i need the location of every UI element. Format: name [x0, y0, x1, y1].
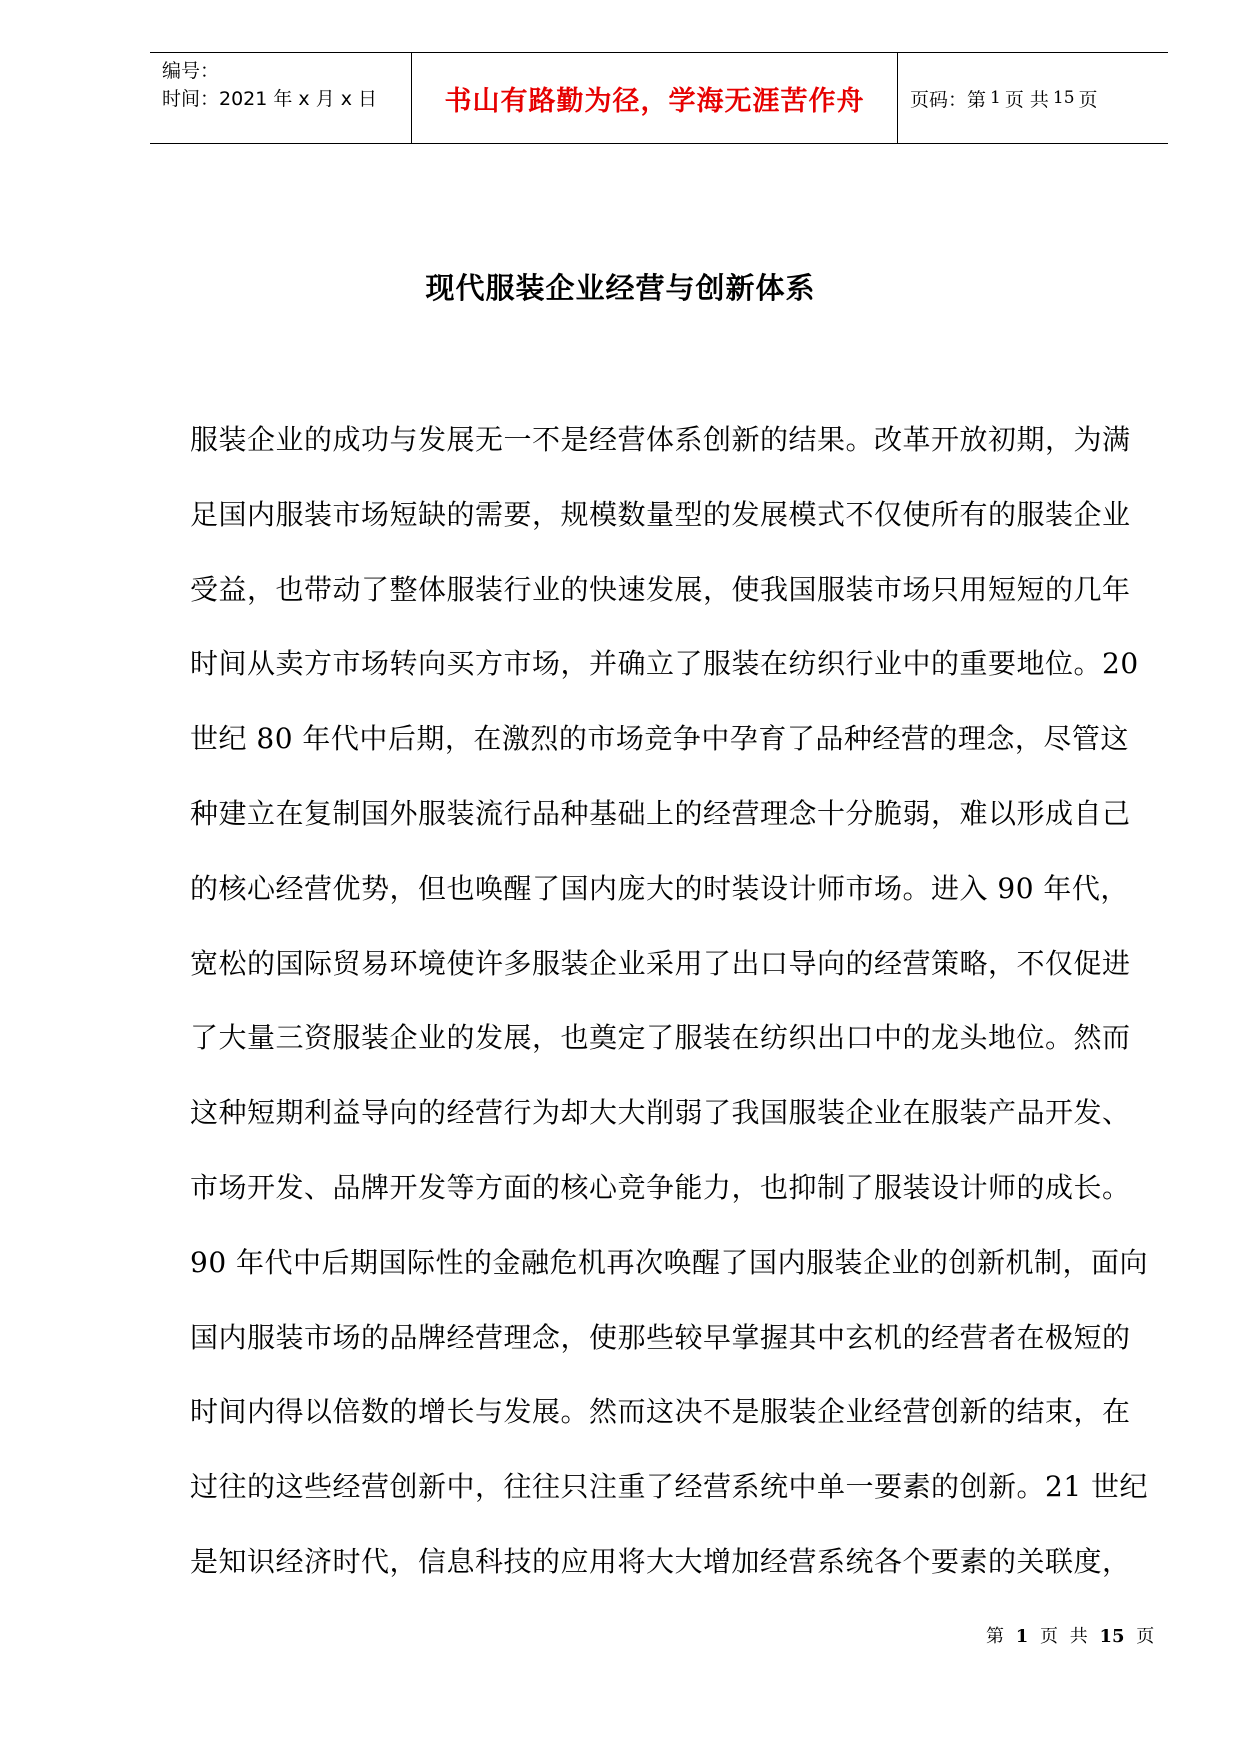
body-line: 时间内得以倍数的增长与发展。然而这决不是服装企业经营创新的结束，在	[190, 1395, 1131, 1429]
footer-current: 1	[1015, 1626, 1029, 1647]
body-line: 宽松的国际贸易环境使许多服装企业采用了出口导向的经营策略，不仅促进	[190, 946, 1131, 980]
footer-total: 15	[1099, 1626, 1125, 1647]
page-footer	[986, 1622, 1154, 1648]
header-page-info	[898, 53, 1168, 143]
body-line: 市场开发、品牌开发等方面的核心竞争能力，也抑制了服装设计师的成长。	[190, 1170, 1131, 1204]
header-motto: 书山有路勤为径，学海无涯苦作舟	[444, 85, 865, 117]
body-line: 是知识经济时代，信息科技的应用将大大增加经营系统各个要素的关联度，	[190, 1544, 1131, 1578]
body-line: 足国内服装市场短缺的需要，规模数量型的发展模式不仅使所有的服装企业	[190, 497, 1131, 531]
body-line: 世纪 80 年代中后期，在激烈的市场竞争中孕育了品种经营的理念，尽管这	[190, 722, 1129, 756]
document-code-label: 编号：	[162, 60, 220, 82]
body-line: 的核心经营优势，但也唤醒了国内庞大的时装设计师市场。进入 90 年代，	[190, 871, 1129, 905]
page-suffix: 页	[1078, 88, 1098, 111]
body-line: 90 年代中后期国际性的金融危机再次唤醒了国内服装企业的创新机制，面向	[190, 1245, 1149, 1279]
page-prefix: 页码：第	[910, 88, 987, 111]
body-line: 这种短期利益导向的经营行为却大大削弱了我国服装企业在服装产品开发、	[190, 1096, 1131, 1130]
document-time: 时间：2021 年 x 月 x 日	[162, 88, 378, 110]
page-total: 15	[1052, 88, 1075, 108]
page-header	[150, 52, 1168, 144]
body-line: 时间从卖方市场转向买方市场，并确立了服装在纺织行业中的重要地位。20	[190, 647, 1139, 681]
body-line: 受益，也带动了整体服装行业的快速发展，使我国服装市场只用短短的几年	[190, 572, 1131, 606]
page-mid: 页 共	[1004, 88, 1049, 111]
footer-prefix: 第	[986, 1626, 1004, 1647]
body-line: 过往的这些经营创新中，往往只注重了经营系统中单一要素的创新。21 世纪	[190, 1470, 1149, 1504]
header-meta	[150, 53, 412, 143]
footer-mid: 页 共	[1040, 1626, 1088, 1647]
page-current: 1	[990, 88, 1001, 108]
body-line: 国内服装市场的品牌经营理念，使那些较早掌握其中玄机的经营者在极短的	[190, 1320, 1131, 1354]
document-title: 现代服装企业经营与创新体系	[425, 271, 816, 305]
body-line: 服装企业的成功与发展无一不是经营体系创新的结果。改革开放初期，为满	[190, 423, 1131, 456]
header-motto-cell	[412, 53, 898, 143]
body-line: 了大量三资服装企业的发展，也奠定了服装在纺织出口中的龙头地位。然而	[190, 1021, 1131, 1055]
body-line: 种建立在复制国外服装流行品种基础上的经营理念十分脆弱，难以形成自己	[190, 796, 1131, 830]
body-paragraph	[190, 410, 1175, 1607]
footer-suffix: 页	[1136, 1626, 1155, 1647]
